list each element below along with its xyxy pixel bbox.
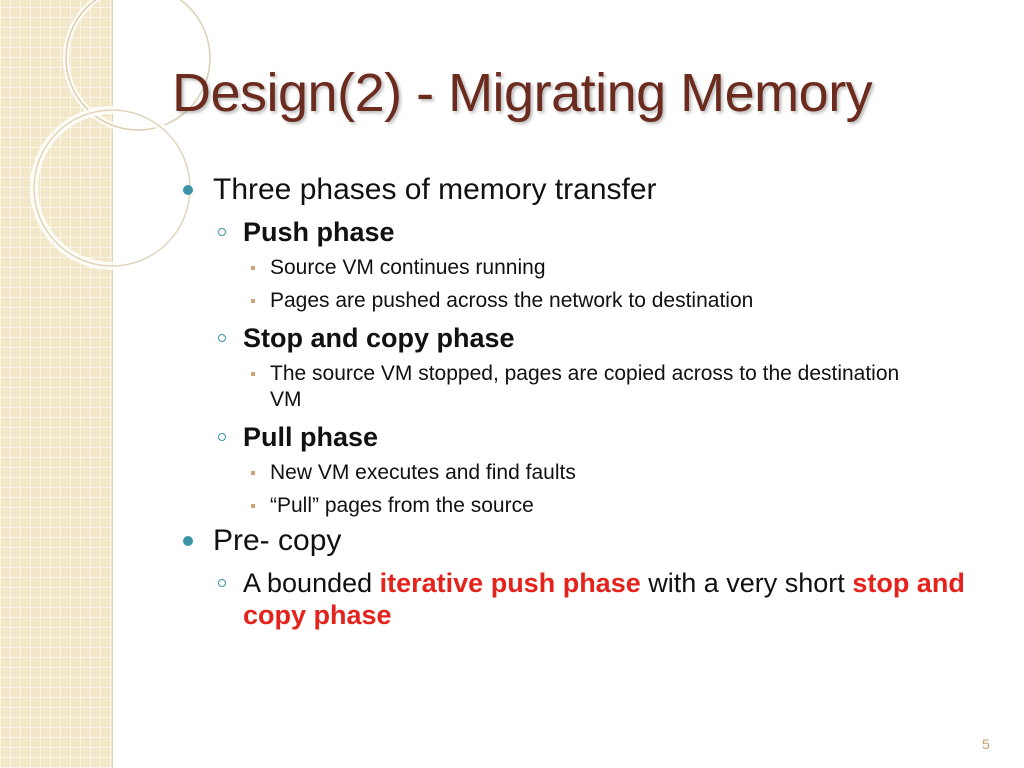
emphasis-iterative-push: iterative push phase: [379, 568, 641, 598]
detail-bullet: [180, 361, 910, 413]
detail-text: Pages are pushed across the network to destination: [270, 289, 754, 312]
detail-text: Source VM continues running: [270, 256, 546, 279]
sub-bullet-pull-phase: [180, 421, 1000, 453]
detail-bullet: [180, 255, 1000, 281]
decorative-side-band: [0, 0, 113, 768]
detail-bullet: [180, 288, 1000, 314]
bullet-ring-icon: [218, 433, 226, 441]
sub-bullet-label: Push phase: [243, 217, 395, 247]
sub-bullet-bounded-push: [180, 567, 1003, 631]
detail-text: The source VM stopped, pages are copied across to the destination VM: [270, 362, 900, 411]
slide-title: Design(2) - Migrating Memory: [172, 63, 873, 123]
bullet-text: Three phases of memory transfer: [213, 173, 657, 206]
sub-bullet-label: Pull phase: [243, 422, 379, 452]
bullet-three-phases: [180, 172, 1000, 208]
bullet-square-icon: [251, 299, 255, 303]
sub-bullet-push-phase: [180, 216, 1000, 248]
bullet-square-icon: [251, 504, 255, 508]
detail-bullet: [180, 493, 1000, 519]
emphasis-stop-and-copy: stop and copy phase: [243, 568, 965, 630]
sub-bullet-stop-and-copy: [180, 322, 1000, 354]
bullet-ring-icon: [218, 334, 226, 342]
bullet-pre-copy: [180, 523, 1000, 559]
page-number: 5: [982, 736, 990, 752]
detail-text: New VM executes and find faults: [270, 461, 576, 484]
detail-text: “Pull” pages from the source: [270, 494, 534, 517]
sub-bullet-label: Stop and copy phase: [243, 323, 515, 353]
text-prefix: A bounded: [243, 568, 380, 598]
bullet-dot-icon: [183, 185, 193, 195]
bullet-square-icon: [251, 372, 255, 376]
bullet-square-icon: [251, 266, 255, 270]
text-middle: with a very short: [640, 568, 853, 598]
bullet-ring-icon: [218, 228, 226, 236]
bullet-square-icon: [251, 471, 255, 475]
detail-bullet: [180, 460, 1000, 486]
bullet-ring-icon: [218, 579, 226, 587]
slide-content: [180, 168, 1000, 631]
bullet-text: Pre- copy: [213, 524, 342, 557]
bullet-dot-icon: [183, 536, 193, 546]
